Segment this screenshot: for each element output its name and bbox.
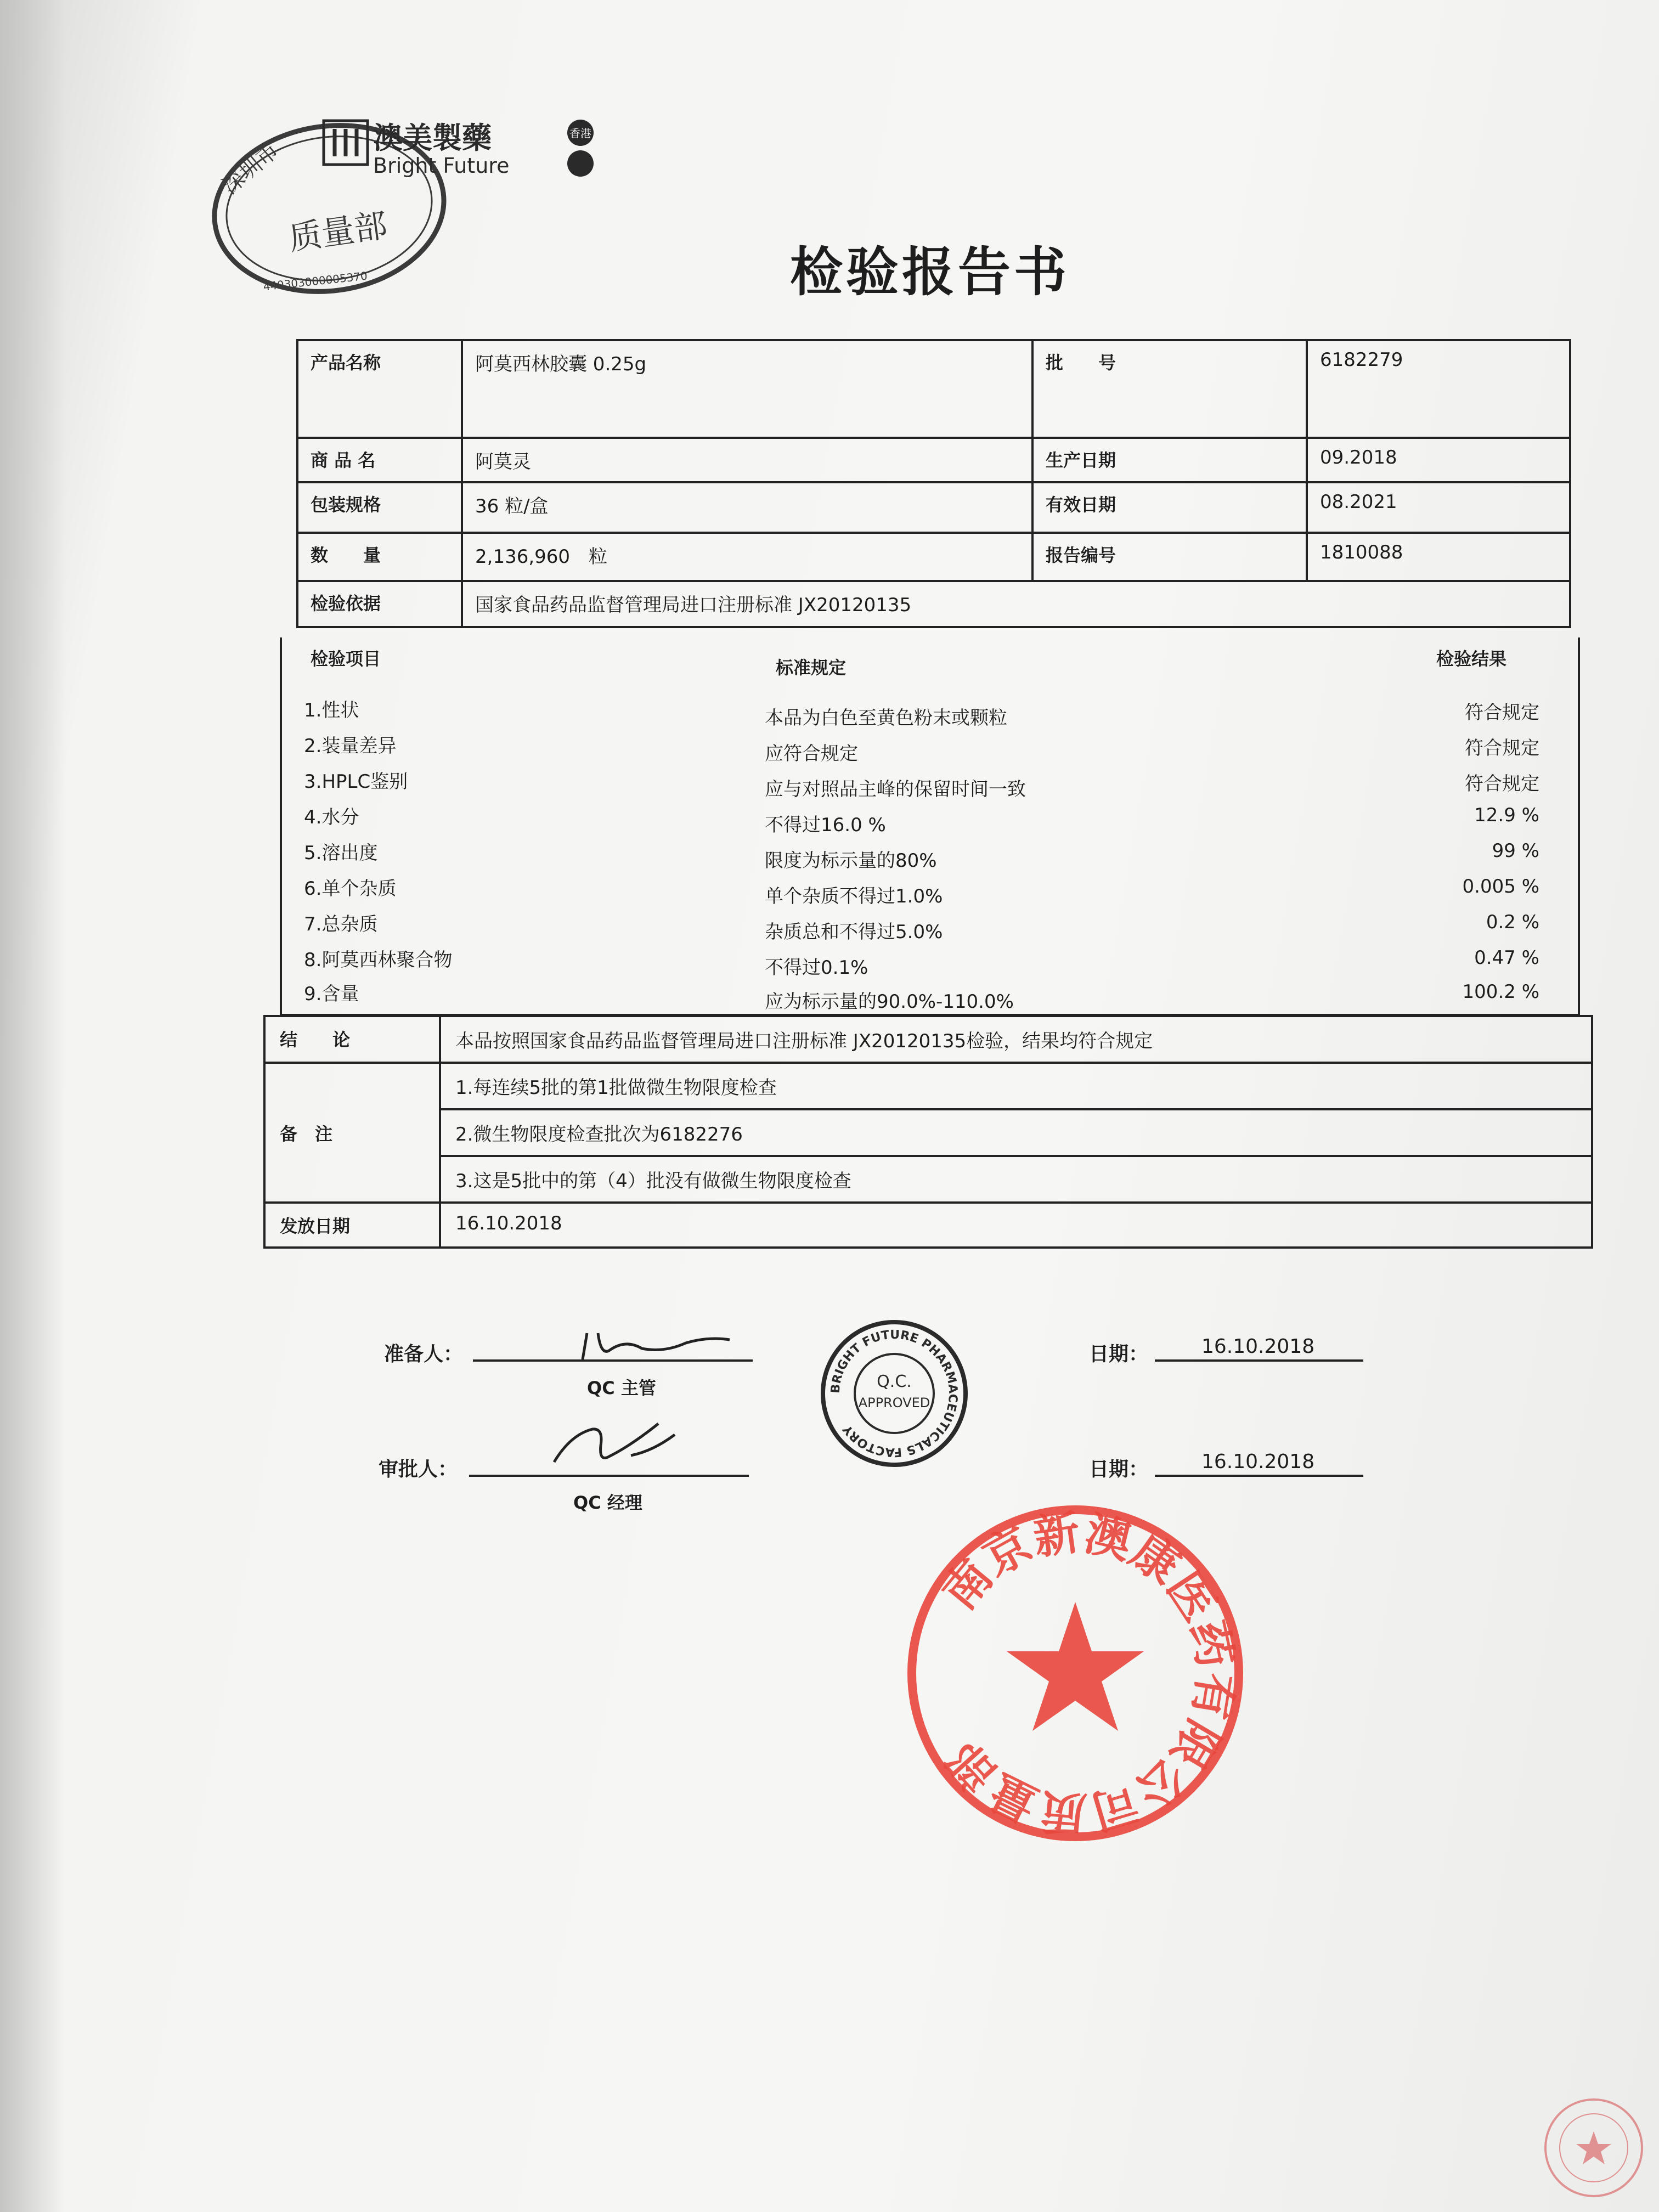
test-row: [282, 873, 1578, 910]
logo-brand-cn: 澳美製藥: [373, 121, 492, 155]
quantity-label: 数 量: [297, 533, 462, 581]
test-row: [282, 766, 1578, 803]
corner-watermark-seal: [1542, 2096, 1646, 2200]
trade-name-value: 阿莫灵: [462, 438, 1032, 482]
red-seal-text: 南京新澳康医药有限公司质量部: [932, 1505, 1243, 1841]
approver-role: QC 经理: [573, 1492, 642, 1513]
test-result: 符合规定: [1465, 737, 1539, 759]
approver-date-label: 日期：: [1089, 1458, 1149, 1481]
test-result: 符合规定: [1465, 773, 1539, 795]
svg-text:BRIGHT FUTURE PHARMACEUTICALS: [829, 1328, 960, 1459]
quality-dept-stamp: [203, 104, 620, 313]
test-item: 5.溶出度: [304, 842, 378, 864]
quality-dept-stamp-number: 440303000005370: [262, 269, 368, 294]
test-item: 9.含量: [304, 983, 359, 1005]
test-standard: 不得过16.0 %: [765, 814, 886, 836]
batch-label: 批 号: [1032, 340, 1307, 438]
test-item: 2.装量差异: [304, 735, 397, 757]
test-row: [282, 945, 1578, 981]
product-name-label: 产品名称: [297, 340, 462, 438]
preparer-date-line: [1155, 1359, 1363, 1362]
test-row: [282, 909, 1578, 945]
remark-item: 1.每连续5批的第1批做微生物限度检查: [440, 1063, 1592, 1109]
logo-circle-mark: 香港: [569, 127, 591, 140]
mfg-date-value: 09.2018: [1307, 438, 1570, 482]
test-standard: 应与对照品主峰的保留时间一致: [765, 778, 1026, 800]
expiry-label: 有效日期: [1032, 482, 1307, 533]
test-result: 0.2 %: [1486, 911, 1539, 933]
test-item: 1.性状: [304, 699, 359, 721]
preparer-date-label: 日期：: [1089, 1343, 1149, 1365]
qc-stamp-bottom: APPROVED: [858, 1395, 930, 1410]
test-standard-header: 标准规定: [776, 657, 847, 678]
mfg-date-label: 生产日期: [1032, 438, 1307, 482]
watermark-star-icon: [1576, 2131, 1611, 2164]
test-standard: 杂质总和不得过5.0%: [765, 921, 943, 943]
qc-stamp-top: Q.C.: [877, 1372, 912, 1391]
test-row: [282, 838, 1578, 874]
test-row: [282, 802, 1578, 838]
company-red-seal: [905, 1503, 1245, 1843]
quantity-value: 2,136,960 粒: [462, 533, 1032, 581]
quality-dept-stamp-arc: 深圳市: [217, 137, 284, 200]
star-icon: [1007, 1602, 1144, 1731]
remark-item: 3.这是5批中的第（4）批没有做微生物限度检查: [440, 1156, 1592, 1203]
test-result: 0.47 %: [1474, 947, 1539, 969]
document-title: 检验报告书: [790, 241, 1070, 303]
approver-signature: [549, 1413, 691, 1473]
conclusion-label: 结 论: [264, 1016, 440, 1063]
report-no-value: 1810088: [1307, 533, 1570, 581]
test-item: 4.水分: [304, 806, 359, 828]
test-standard: 应符合规定: [765, 743, 858, 765]
test-result: 99 %: [1492, 840, 1539, 862]
test-item: 8.阿莫西林聚合物: [304, 949, 453, 971]
package-value: 36 粒/盒: [462, 482, 1032, 533]
remarks-label: 备 注: [264, 1063, 440, 1203]
test-item: 7.总杂质: [304, 913, 378, 935]
test-result: 符合规定: [1465, 702, 1539, 724]
release-date-label: 发放日期: [264, 1203, 440, 1248]
test-result: 12.9 %: [1474, 804, 1539, 826]
preparer-date: 16.10.2018: [1201, 1335, 1315, 1358]
logo-brand-en: Bright Future: [373, 154, 510, 178]
test-result: 100.2 %: [1462, 981, 1539, 1003]
test-standard: 限度为标示量的80%: [765, 850, 937, 872]
release-date-value: 16.10.2018: [440, 1203, 1592, 1248]
test-results-section: [280, 637, 1580, 1016]
quality-dept-stamp-text: 质量部: [286, 206, 390, 258]
trade-name-label: 商 品 名: [297, 438, 462, 482]
test-row: [282, 731, 1578, 767]
qc-stamp-ring-text: BRIGHT FUTURE PHARMACEUTICALS FACTORY: [828, 1328, 960, 1459]
conclusion-table: [263, 1015, 1593, 1249]
test-item: 3.HPLC鉴别: [304, 771, 408, 793]
basis-label: 检验依据: [297, 581, 462, 627]
approver-date-line: [1155, 1475, 1363, 1477]
test-result-header: 检验结果: [1436, 648, 1506, 669]
product-info-table: [296, 339, 1571, 628]
preparer-role: QC 主管: [587, 1378, 656, 1398]
approver-signature-line: [469, 1475, 749, 1477]
product-name-value: 阿莫西林胶囊 0.25g: [462, 340, 1032, 438]
preparer-signature: [576, 1317, 741, 1366]
test-item: 6.单个杂质: [304, 878, 397, 900]
remark-item: 2.微生物限度检查批次为6182276: [440, 1109, 1592, 1156]
basis-value: 国家食品药品监督管理局进口注册标准 JX20120135: [462, 581, 1570, 627]
test-result: 0.005 %: [1462, 876, 1539, 898]
package-label: 包装规格: [297, 482, 462, 533]
test-row: [282, 695, 1578, 731]
report-no-label: 报告编号: [1032, 533, 1307, 581]
test-standard: 不得过0.1%: [765, 957, 868, 979]
test-item-header: 检验项目: [311, 648, 381, 669]
test-standard: 本品为白色至黄色粉末或颗粒: [765, 707, 1007, 729]
expiry-value: 08.2021: [1307, 482, 1570, 533]
preparer-label: 准备人：: [384, 1343, 464, 1365]
conclusion-text: 本品按照国家食品药品监督管理局进口注册标准 JX20120135检验，结果均符合规定: [440, 1016, 1592, 1063]
test-standard: 应为标示量的90.0%-110.0%: [765, 991, 1014, 1013]
test-standard: 单个杂质不得过1.0%: [765, 885, 943, 907]
logo-circle-icon-2: [567, 150, 594, 177]
batch-value: 6182279: [1307, 340, 1570, 438]
approver-date: 16.10.2018: [1201, 1451, 1315, 1473]
test-row: [282, 979, 1578, 1015]
approver-label: 审批人：: [379, 1458, 458, 1481]
qc-approved-stamp: [817, 1317, 971, 1470]
